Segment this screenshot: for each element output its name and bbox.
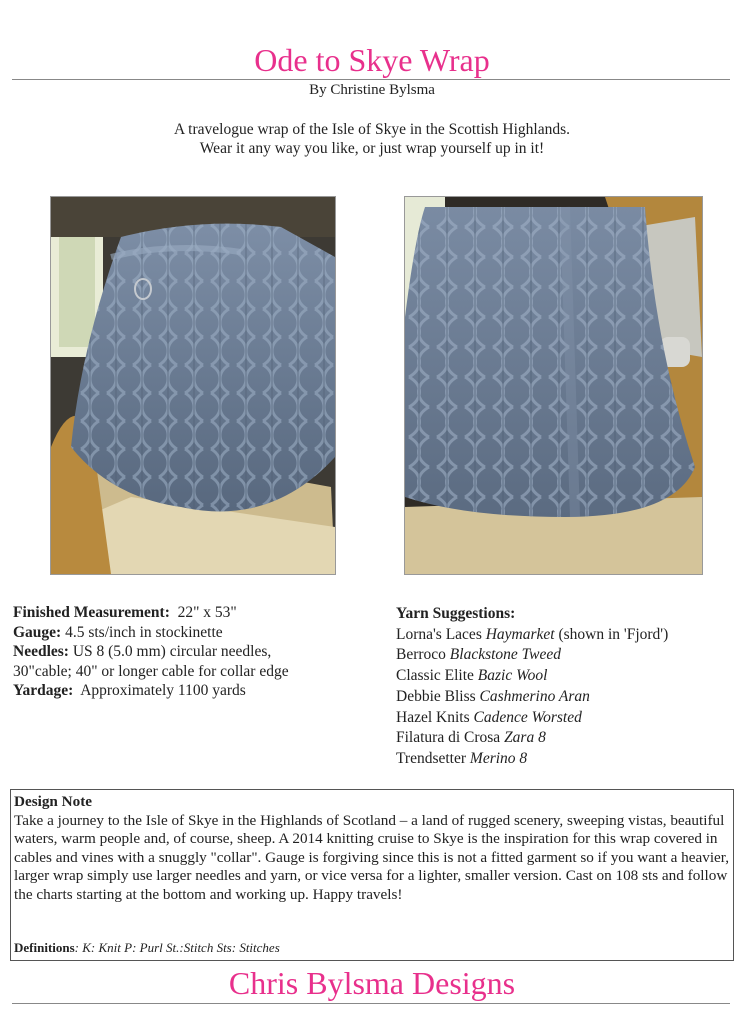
yarn-heading-text: Yarn Suggestions: bbox=[396, 605, 516, 622]
spec-value: Approximately 1100 yards bbox=[80, 682, 246, 699]
intro-blurb bbox=[0, 120, 744, 158]
blurb-line: A travelogue wrap of the Isle of Skye in the Scottish Highlands. bbox=[173, 121, 571, 138]
spec-value: US 8 (5.0 mm) circular needles, bbox=[72, 643, 272, 660]
design-note-box bbox=[10, 789, 734, 961]
yarn-note: (shown in 'Fjord') bbox=[558, 625, 669, 643]
design-note-heading: Design Note bbox=[14, 793, 93, 810]
yarn-brand: Trendsetter bbox=[396, 749, 467, 767]
yarn-name: Haymarket bbox=[485, 625, 555, 643]
blurb-line: Wear it any way you like, or just wrap yourself up in it! bbox=[199, 140, 545, 157]
spec-label: Gauge: bbox=[13, 623, 62, 641]
page-title: Ode to Skye Wrap bbox=[254, 42, 490, 78]
wrap-photo-left-illustration bbox=[51, 197, 335, 574]
yarn-brand: Berroco bbox=[396, 646, 446, 664]
spec-needles bbox=[13, 642, 383, 662]
wrap-photo-right bbox=[404, 196, 703, 575]
spec-label: Yardage: bbox=[13, 682, 74, 699]
yarn-name: Cashmerino Aran bbox=[479, 687, 590, 705]
definitions bbox=[14, 939, 280, 958]
yarn-item bbox=[396, 728, 736, 749]
yarn-name: Blackstone Tweed bbox=[449, 646, 561, 664]
yarn-suggestions bbox=[396, 604, 736, 770]
spec-gauge bbox=[13, 623, 383, 643]
bottom-divider bbox=[12, 1003, 730, 1004]
wrap-photo-left bbox=[50, 196, 336, 575]
yarn-name: Merino 8 bbox=[469, 749, 528, 767]
spec-value: 4.5 sts/inch in stockinette bbox=[65, 623, 223, 641]
pattern-specs bbox=[13, 603, 383, 701]
spec-label: Finished Measurement: bbox=[13, 604, 170, 621]
spec-needles-continued: 30"cable; 40" or longer cable for collar edge bbox=[13, 662, 289, 680]
footer-brand: Chris Bylsma Designs bbox=[228, 965, 516, 1001]
top-divider bbox=[12, 79, 730, 80]
spec-measurement bbox=[13, 603, 383, 623]
yarn-brand: Classic Elite bbox=[396, 667, 474, 685]
spec-yardage bbox=[13, 681, 383, 701]
definitions-value: : K: Knit P: Purl St.:Stitch Sts: Stitches bbox=[74, 939, 280, 955]
yarn-item bbox=[396, 708, 736, 729]
yarn-brand: Hazel Knits bbox=[396, 708, 470, 726]
yarn-brand: Debbie Bliss bbox=[396, 687, 476, 705]
yarn-name: Cadence Worsted bbox=[473, 708, 582, 726]
spec-value: 22" x 53" bbox=[177, 604, 237, 621]
design-note-body: Take a journey to the Isle of Skye in the Highlands of Scotland – a land of rugged scenery, sweeping vistas, beautiful waters, warm people and, of course, sheep. A 2014 knitting cruise to Skye is the inspiration for this wrap covered in cables and vines with a snuggly "collar". Gauge is forgiving since this is not a fitted garment so if you want a heavier, larger wrap simply use larger needles and yarn, or vice versa for a lighter, smaller version. Cast on 108 sts and follow the charts starting at the bottom and working up. Happy travels! bbox=[14, 811, 730, 903]
yarn-brand: Lorna's Laces bbox=[396, 625, 482, 643]
yarn-item bbox=[396, 666, 736, 687]
wrap-photo-right-illustration bbox=[405, 197, 702, 574]
yarn-item bbox=[396, 687, 736, 708]
definitions-label: Definitions bbox=[14, 939, 75, 955]
yarn-item bbox=[396, 749, 736, 770]
byline: By Christine Bylsma bbox=[309, 82, 435, 98]
yarn-item bbox=[396, 625, 736, 646]
yarn-heading bbox=[396, 604, 736, 625]
yarn-name: Bazic Wool bbox=[477, 667, 548, 685]
yarn-item bbox=[396, 645, 736, 666]
yarn-brand: Filatura di Crosa bbox=[396, 729, 501, 747]
spec-label: Needles: bbox=[13, 643, 69, 660]
yarn-name: Zara 8 bbox=[504, 729, 546, 747]
